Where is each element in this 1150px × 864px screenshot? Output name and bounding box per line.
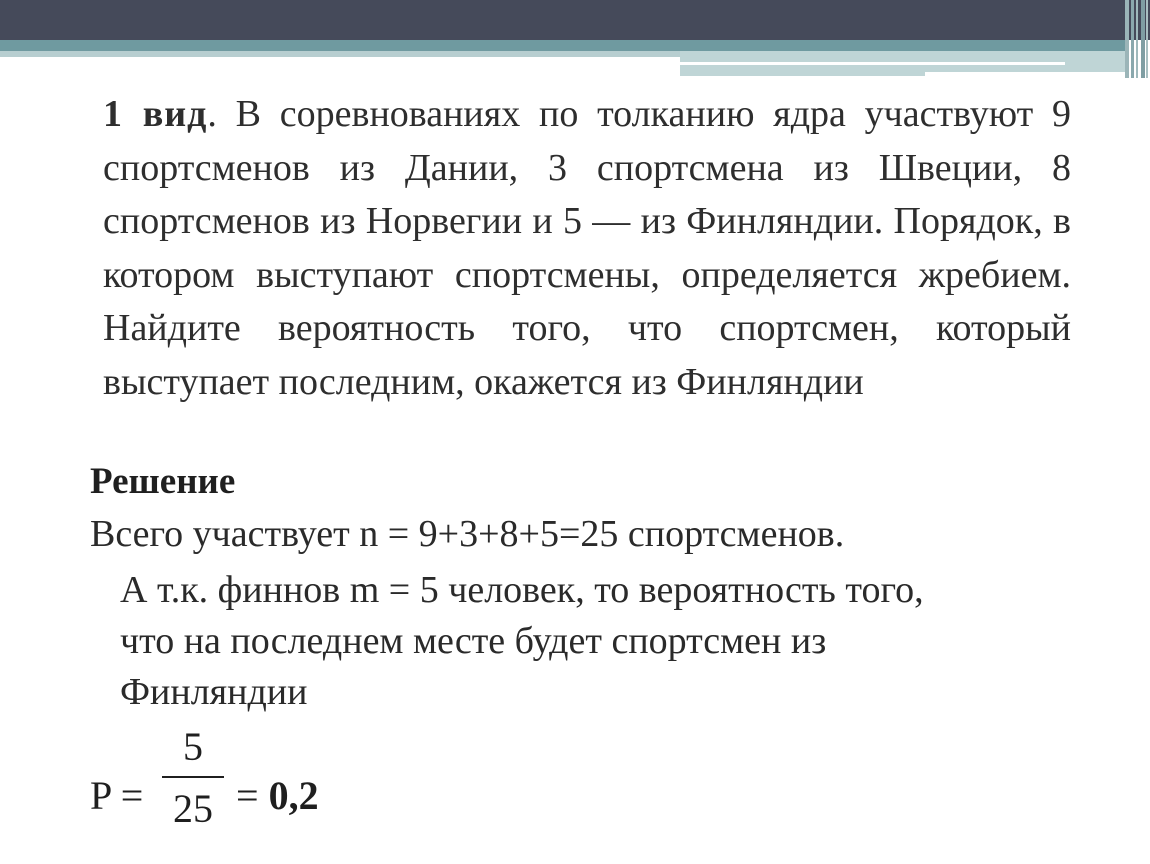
fraction-numerator: 5 [183,724,203,769]
formula-result [236,772,319,819]
solution-probability-paragraph [115,565,1075,718]
problem-text: В соревнованиях по толканию ядра участвуют 9 спортсменов из Дании, 3 спортсмена из Швеции, 8 спортсменов из Норвегии и 5 — из Финляндии. Порядок, в котором выступают спортсмены, определяется жребием. Найдите вероятность того, что спортсмен, который выступает последним, окажется из Финляндии [103,93,1071,403]
formula-lhs: P = [90,773,144,818]
header-white-line-short [925,72,1125,78]
header-light-band [0,51,680,57]
solution-heading: Решение [90,461,236,502]
header-white-line [680,62,1065,65]
header-teal-band [0,40,1125,51]
solution-line: Финляндии [120,671,308,713]
formula-result-value: 0,2 [268,773,319,818]
header-vertical-stripe [1131,0,1134,78]
solution-line: А т.к. финнов m = 5 человек, то вероятность того, [120,569,924,611]
formula-equals: = [236,773,259,818]
header-vertical-stripe [1141,0,1145,78]
formula-fraction [162,722,224,834]
solution-total-line: Всего участвует n = 9+3+8+5=25 спортсменов. [90,513,845,555]
header-vertical-stripe [1136,0,1138,78]
header-dark-band [0,0,1150,40]
problem-number-period: . [207,93,217,135]
solution-line: что на последнем месте будет спортсмен из [120,620,827,662]
fraction-bar [162,776,224,778]
problem-statement [103,88,1071,409]
header-vertical-stripe [1146,0,1148,78]
problem-number-label: 1 вид [103,93,208,135]
fraction-denominator: 25 [173,786,213,831]
header-vertical-stripe [1125,0,1129,78]
